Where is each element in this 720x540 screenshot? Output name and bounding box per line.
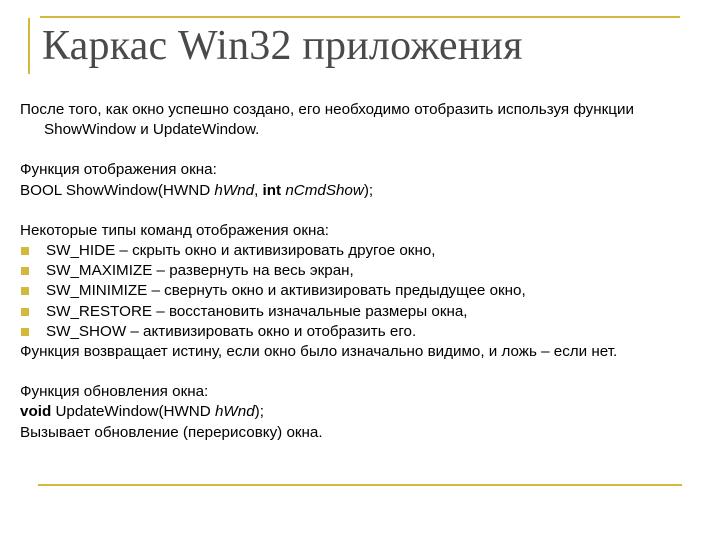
list-item-text: SW_RESTORE – восстановить изначальные размеры окна, xyxy=(46,302,468,320)
show-window-signature xyxy=(20,181,710,201)
list-item xyxy=(20,241,710,261)
bottom-divider xyxy=(38,484,682,486)
commands-heading: Некоторые типы команд отображения окна: xyxy=(20,221,330,239)
square-bullet-icon xyxy=(21,328,29,336)
list-item-text: SW_MINIMIZE – свернуть окно и активизировать предыдущее окно, xyxy=(46,282,526,300)
signature-keyword: int xyxy=(262,181,282,199)
signature-arg: nCmdShow xyxy=(285,181,364,199)
signature-text: UpdateWindow(HWND xyxy=(51,403,215,421)
top-divider xyxy=(40,16,680,18)
update-window-signature xyxy=(20,402,710,422)
returns-paragraph: Функция возвращает истину, если окно было изначально видимо, и ложь – если нет. xyxy=(20,343,618,361)
signature-text: ); xyxy=(254,403,264,421)
list-item-text: SW_SHOW – активизировать окно и отобразить его. xyxy=(46,322,417,340)
signature-keyword: void xyxy=(20,403,52,421)
update-window-heading: Функция обновления окна: xyxy=(20,383,209,401)
list-item xyxy=(20,322,710,342)
signature-arg: hWnd xyxy=(214,181,255,199)
square-bullet-icon xyxy=(21,267,29,275)
signature-text: , xyxy=(254,181,263,199)
list-item-text: SW_MAXIMIZE – развернуть на весь экран, xyxy=(46,262,354,280)
square-bullet-icon xyxy=(21,247,29,255)
list-item xyxy=(20,281,710,301)
signature-text: BOOL ShowWindow(HWND xyxy=(20,181,215,199)
intro-paragraph: После того, как окно успешно создано, его необходимо отобразить используя функции ShowWindow и UpdateWindow. xyxy=(20,101,634,139)
list-item xyxy=(20,261,710,281)
signature-arg: hWnd xyxy=(214,403,255,421)
signature-text: ); xyxy=(363,181,374,199)
left-divider xyxy=(28,18,30,74)
square-bullet-icon xyxy=(21,287,29,295)
list-item xyxy=(20,302,710,322)
square-bullet-icon xyxy=(21,308,29,316)
slide-body xyxy=(20,100,710,443)
update-window-note: Вызывает обновление (перерисовку) окна. xyxy=(20,423,323,441)
list-item-text: SW_HIDE – скрыть окно и активизировать другое окно, xyxy=(46,242,436,260)
slide-title: Каркас Win32 приложения xyxy=(42,23,523,69)
show-window-heading: Функция отображения окна: xyxy=(20,161,217,179)
